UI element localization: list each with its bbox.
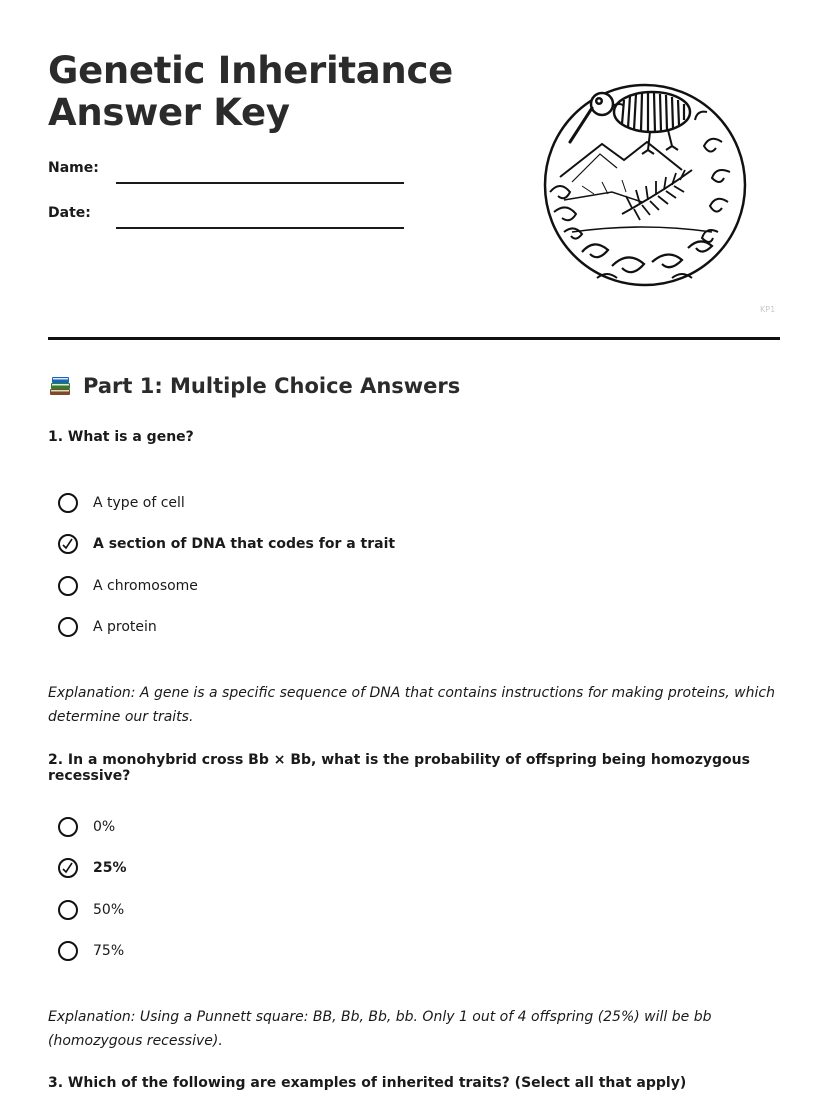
check-icon <box>62 538 74 550</box>
q1-explanation: Explanation: A gene is a specific sequence of DNA that contains instructions for making proteins, which determine our traits. <box>48 685 775 725</box>
books-icon <box>48 374 72 398</box>
question-3: 3. Which of the following are examples of inherited traits? (Select all that apply) <box>48 1075 687 1091</box>
page-title <box>48 50 453 134</box>
option-label: 75% <box>93 943 125 959</box>
title-line-1: Genetic Inheritance <box>48 49 453 92</box>
q2-option-1[interactable] <box>58 815 115 839</box>
corner-code: KP1 <box>760 305 776 314</box>
date-line[interactable] <box>116 227 404 229</box>
part1-heading-text: Part 1: Multiple Choice Answers <box>83 374 461 398</box>
radio-button[interactable] <box>58 941 78 961</box>
date-label: Date: <box>48 205 91 221</box>
q2-option-2[interactable] <box>58 856 127 880</box>
q1-option-3[interactable] <box>58 574 198 598</box>
radio-button[interactable] <box>58 617 78 637</box>
kiwi-fern-emblem-icon <box>542 82 748 288</box>
question-2: 2. In a monohybrid cross Bb × Bb, what is the probability of offspring being homozygous recessive? <box>48 752 750 784</box>
option-label: 25% <box>93 860 127 876</box>
q1-option-4[interactable] <box>58 615 157 639</box>
radio-button[interactable] <box>58 900 78 920</box>
question-1: 1. What is a gene? <box>48 429 194 445</box>
radio-button[interactable] <box>58 817 78 837</box>
section-divider <box>48 337 780 340</box>
option-label: A protein <box>93 619 157 635</box>
q1-option-2[interactable] <box>58 532 395 556</box>
name-line[interactable] <box>116 182 404 184</box>
q2-explanation: Explanation: Using a Punnett square: BB, Bb, Bb, bb. Only 1 out of 4 offspring (25%) will be bb (homozygous recessive). <box>48 1009 712 1049</box>
q1-option-1[interactable] <box>58 491 185 515</box>
radio-button-checked[interactable] <box>58 858 78 878</box>
date-field[interactable] <box>48 205 408 235</box>
check-icon <box>62 862 74 874</box>
name-field[interactable] <box>48 160 408 190</box>
part1-heading <box>48 374 460 398</box>
name-label: Name: <box>48 160 99 176</box>
radio-button[interactable] <box>58 493 78 513</box>
option-label: A chromosome <box>93 578 198 594</box>
q2-option-4[interactable] <box>58 939 124 963</box>
option-label: A type of cell <box>93 495 185 511</box>
radio-button[interactable] <box>58 576 78 596</box>
q2-option-3[interactable] <box>58 898 124 922</box>
radio-button-checked[interactable] <box>58 534 78 554</box>
option-label: 0% <box>93 819 116 835</box>
option-label: A section of DNA that codes for a trait <box>93 536 396 552</box>
option-label: 50% <box>93 902 125 918</box>
title-line-2: Answer Key <box>48 91 290 134</box>
